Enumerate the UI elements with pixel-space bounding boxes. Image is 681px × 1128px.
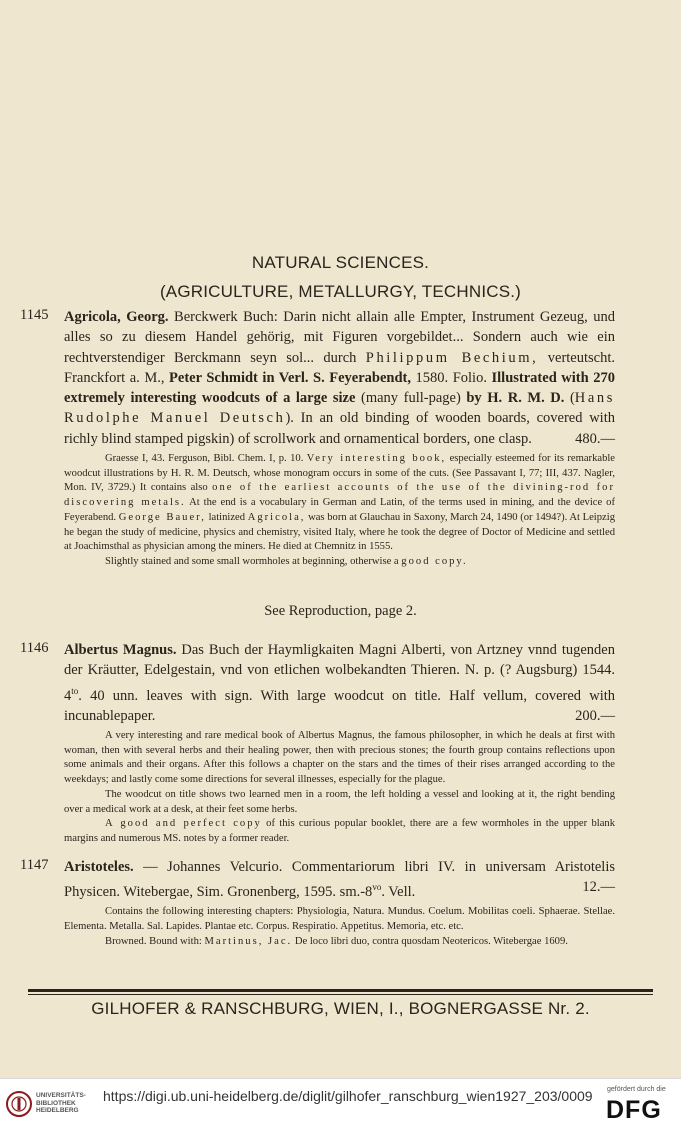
see-reproduction: See Reproduction, page 2. <box>264 603 417 619</box>
footer-rule-thin <box>28 994 653 995</box>
lot-number: 1145 <box>20 307 49 323</box>
entry-author: Agricola, Georg. <box>64 309 169 325</box>
section-subtitle: (AGRICULTURE, METALLURGY, TECHNICS.) <box>159 282 522 301</box>
catalogue-entry <box>20 307 616 570</box>
entry-note: A very interesting and rare medical book of Albertus Magnus, the famous philosopher, in which he deals at first with woman, then with several herbs and their healing power, then with precious stones; the fourth group contains reflections upon some animals and their organs. After this follows a chapter on the stars and the times of their rises arranged according to the weekdays; and lastly come some directions for several illnesses, especially for the plague. The woodcut on title shows two learned men in a room, the left holding a vessel and looking at it, the right bending over a medical work at a desk, at their feet some herbs. A good and perfect copy of this curious popular booklet, there are a few wormholes in the upper blank margins and numerous MS. notes by a former reader. <box>64 730 615 844</box>
entry-description: Aristoteles. — Johannes Velcurio. Commentariorum libri IV. in universam Aristotelis Physicen. Witebergae, Sim. Gronenberg, 1595. $sm.-8^{vo}$. Vell. 12.— <box>64 859 615 901</box>
entry-note: Graesse I, 43. Ferguson, Bibl. Chem. I, p. 10. Very interesting book, especially esteemed for its remarkable woodcut illustrations by H. R. M. Deutsch, whose monogram occurs in some of the cuts. (See Passavant I, 77; III, 437. Nagler, Mon. IV, 3729.) It contains also one of the earliest accounts of the use of the divining-rod for discovering metals. At the end is a vocabulary in German and Latin, of the terms used in mining, and the device of Feyerabend. George Bauer, latinized Agricola, was born at Glauchau in Saxony, March 24, 1490 (or 1494?). At Leipzig he began the study of medicine, physics and chemistry, visited Italy, where he took the degree of Doctor of Medicine and settled at Joachimsthal as physician among the miners. He died at Chemnitz in 1555. Slightly stained and some small wormholes at beginning, otherwise a good copy. <box>64 453 616 567</box>
entry-author: Aristoteles. <box>64 859 134 875</box>
viewer-bottom-bar <box>0 1078 681 1128</box>
entry-note: Contains the following interesting chapters: Physiologia, Natura. Mundus. Coelum. Mobilitas coeli. Sphaerae. Stellae. Elementa. Metalla. Sal. Lapides. Plantae etc. Corpus. Respiratio. Appetitus. Memoria, etc. etc. Browned. Bound with: Martinus, Jac. De loco libri duo, contra quosdam Neotericos. Witebergae 1609. <box>64 906 615 947</box>
publisher-footer: GILHOFER & RANSCHBURG, WIEN, I., BOGNERGASSE Nr. 2. <box>91 999 590 1018</box>
lot-number: 1146 <box>20 640 49 656</box>
entry-description: Albertus Magnus. Das Buch der Haymligkaiten Magni Alberti, von Artzney vnnd tugenden der Kräutter, Edelgestain, vnd von etlichen wolbekandten Thieren. N. p. (? Augsburg) 1544. $4^{to}$. 40 unn. leaves with sign. With large woodcut on title. Half vellum, covered with incunablepaper. 200.— <box>64 640 615 726</box>
permalink-url[interactable]: https://digi.ub.uni-heidelberg.de/diglit/gilhofer_ranschburg_wien1927_203/0009 <box>103 1088 593 1104</box>
section-title: NATURAL SCIENCES. <box>251 253 430 272</box>
entry-price: 12.— <box>582 879 615 896</box>
lot-number: 1147 <box>20 857 49 873</box>
entry-price: 200.— <box>575 707 615 724</box>
entry-description: Agricola, Georg. Berckwerk Buch: Darin nicht allain alle Empter, Instrument Gezeug, und alles so zu diesem Handel gehörig, mit Figuren vorgebildet... Sondern auch wie ein rechtverstendiger Berckmann seyn sol... durch Philippum Bechium, verteutscht. Franckfort a. M., Peter Schmidt in Verl. S. Feyerabendt, 1580. Folio. Illustrated with 270 extremely interesting woodcuts of a large size (many full-page) by H. R. M. D. (Hans Rudolphe Manuel Deutsch). In an old binding of wooden boards, covered with richly blind stamped pigskin) of scrollwork and ornamentical borders, one clasp. 480.— <box>64 307 615 449</box>
entry-price: 480.— <box>575 430 615 447</box>
catalogue-entry <box>20 857 615 950</box>
entry-author: Albertus Magnus. <box>64 642 177 658</box>
university-seal-icon <box>6 1089 32 1119</box>
dfg-logo: DFG <box>606 1096 662 1124</box>
footer-rule-thick <box>28 989 653 992</box>
funding-note: gefördert durch die <box>607 1086 666 1093</box>
catalogue-entry <box>20 640 615 847</box>
university-name: UNIVERSITÄTS- BIBLIOTHEK HEIDELBERG <box>36 1092 86 1114</box>
